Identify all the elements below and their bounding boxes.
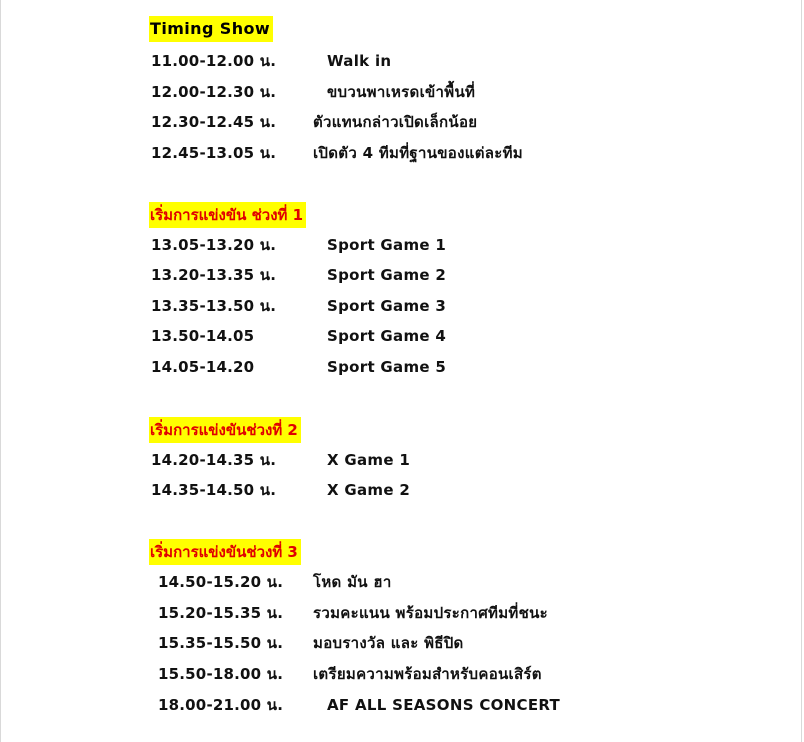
- section-heading-round-2: เริ่มการแข่งขันช่วงที่ 2: [149, 417, 301, 443]
- row-description: เปิดตัว 4 ทีมที่ฐานของแต่ละทีม: [313, 144, 523, 162]
- row-description: Sport Game 3: [327, 297, 447, 315]
- section-heading-round-3: เริ่มการแข่งขันช่วงที่ 3: [149, 539, 301, 565]
- row-description: Sport Game 5: [327, 358, 447, 376]
- row-time: 14.05-14.20: [151, 358, 255, 376]
- row-time: 13.05-13.20 น.: [151, 236, 277, 254]
- row-time: 14.35-14.50 น.: [151, 481, 277, 499]
- row-description: AF ALL SEASONS CONCERT: [327, 696, 561, 714]
- section-heading-timing-show: Timing Show: [149, 16, 273, 42]
- row-description: รวมคะแนน พร้อมประกาศทีมที่ชนะ: [313, 604, 549, 622]
- row-time: 15.20-15.35 น.: [158, 604, 284, 622]
- row-description: มอบรางวัล และ พิธีปิด: [313, 634, 464, 652]
- row-time: 11.00-12.00 น.: [151, 52, 277, 70]
- section-heading-round-1: เริ่มการแข่งขัน ช่วงที่ 1: [149, 202, 306, 228]
- row-description: Sport Game 4: [327, 327, 447, 345]
- row-time: 13.20-13.35 น.: [151, 266, 277, 284]
- row-description: X Game 2: [327, 481, 411, 499]
- row-time: 18.00-21.00 น.: [158, 696, 284, 714]
- row-description: ขบวนพาเหรดเข้าพื้นที่: [327, 83, 476, 101]
- row-time: 15.35-15.50 น.: [158, 634, 284, 652]
- row-description: X Game 1: [327, 451, 411, 469]
- row-time: 15.50-18.00 น.: [158, 665, 284, 683]
- row-time: 12.45-13.05 น.: [151, 144, 277, 162]
- row-description: ตัวแทนกล่าวเปิดเล็กน้อย: [313, 113, 478, 131]
- row-time: 12.30-12.45 น.: [151, 113, 277, 131]
- row-description: Walk in: [327, 52, 392, 70]
- row-description: เตรียมความพร้อมสำหรับคอนเสิร์ต: [313, 665, 542, 683]
- row-description: โหด มัน ฮา: [313, 573, 392, 591]
- row-time: 13.35-13.50 น.: [151, 297, 277, 315]
- row-time: 14.50-15.20 น.: [158, 573, 284, 591]
- row-time: 14.20-14.35 น.: [151, 451, 277, 469]
- row-time: 13.50-14.05: [151, 327, 255, 345]
- row-description: Sport Game 1: [327, 236, 447, 254]
- row-time: 12.00-12.30 น.: [151, 83, 277, 101]
- row-description: Sport Game 2: [327, 266, 447, 284]
